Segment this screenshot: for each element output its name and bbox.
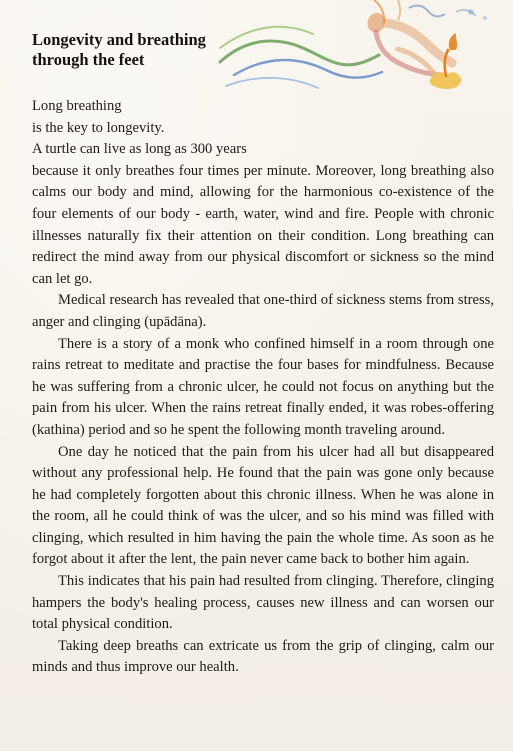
paragraph-1: because it only breathes four times per minute. Moreover, long breathing also calms our body and mind, allowing for the harmonious co-existence of the four elements of our body - earth, water, wind and fire. People with chronic illnesses naturally fix their attention on their condition. Long breathing can redirect the mind away from our physical discomfort or sickness so the mind can let go. <box>32 162 494 287</box>
intro-line-3: A turtle can live as long as 300 years <box>32 141 247 158</box>
title-line-1: Longevity and breathing <box>32 30 206 49</box>
intro-line-2: is the key to longevity. <box>32 119 165 136</box>
page-title <box>32 30 242 70</box>
paragraph-3: There is a story of a monk who confined himself in a room through one rains retreat to meditate and practise the four bases for mindfulness. Because he was suffering from a chronic ulcer, he could not focus on anything but the pain from his ulcer. When the rains retreat finally ended, it was robes-offering (kathina) period and so he spent the following month traveling around. <box>32 335 494 438</box>
intro-line-1: Long breathing <box>32 98 122 114</box>
paragraph-5: This indicates that his pain had resulted from clinging. Therefore, clinging hampers the body's healing process, causes new illness and can worsen our total physical condition. <box>32 573 494 633</box>
paragraph-4: One day he noticed that the pain from his ulcer had all but disappeared without any professional help. He found that the pain was gone only because he had completely forgotten about this chronic illness. When he was alone in the room, all he could think of was the ulcer, and so his mind was filled with clinging, which resulted in him having the pain the whole time. As soon as he forgot about it after the lent, the pain never came back to bother him again. <box>32 443 494 568</box>
paragraph-2: Medical research has revealed that one-third of sickness stems from stress, anger and clinging (upādāna). <box>32 292 494 330</box>
document-body <box>32 96 494 679</box>
title-line-2: through the feet <box>32 50 145 69</box>
paragraph-6: Taking deep breaths can extricate us from the grip of clinging, calm our minds and thus improve our health. <box>32 637 494 676</box>
